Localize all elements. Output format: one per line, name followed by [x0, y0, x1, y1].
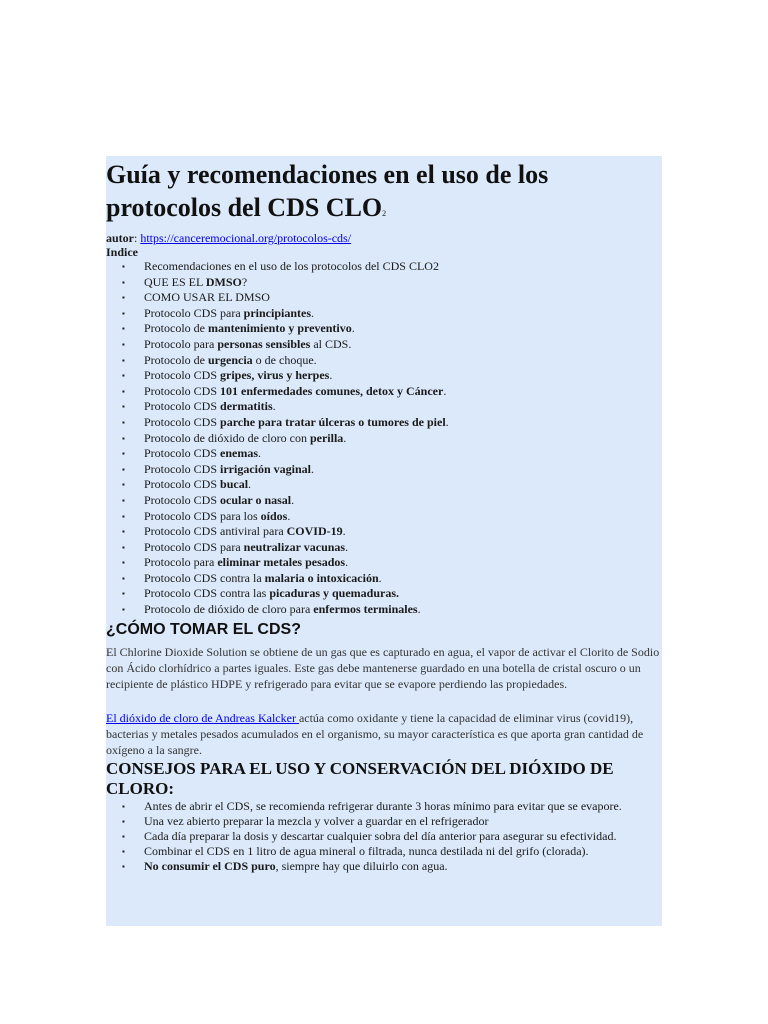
bullet-marker: ▪ [122, 573, 125, 583]
index-item [106, 524, 662, 540]
bullet-marker: ▪ [122, 605, 125, 615]
index-item-text: o de choque. [252, 352, 317, 367]
index-item-text: eliminar metales pesados [217, 555, 346, 570]
index-item-text: . [248, 477, 252, 492]
index-item-text: Protocolo CDS para [144, 305, 244, 320]
bullet-marker: ▪ [122, 527, 125, 537]
index-item-text: . [342, 524, 346, 539]
index-item-text: enfermos terminales [313, 602, 418, 617]
bullet-marker: ▪ [122, 558, 125, 568]
index-item [106, 446, 662, 462]
index-item-text: Protocolo CDS [144, 492, 221, 507]
bullet-marker: ▪ [122, 386, 125, 396]
index-item-text: DMSO [205, 274, 242, 289]
index-item-text: . [378, 570, 382, 585]
bullet-marker: ▪ [122, 277, 125, 287]
index-item-text: parche para tratar úlceras o tumores de piel [220, 414, 446, 429]
document-content [106, 156, 662, 874]
author-url-link[interactable]: https://canceremocional.org/protocolos-cds/ [140, 231, 352, 245]
bullet-marker: ▪ [122, 433, 125, 443]
bullet-marker: ▪ [122, 861, 125, 871]
index-list [106, 259, 662, 618]
bullet-marker: ▪ [122, 262, 125, 271]
bullet-marker: ▪ [122, 371, 125, 381]
index-item-text: Recomendaciones en el uso de los protocolos del CDS CLO2 [144, 259, 439, 273]
index-item-text: Protocolo de [144, 321, 208, 336]
index-item-text: . [258, 446, 262, 461]
index-item-text: ocular o nasal [220, 492, 292, 507]
index-item [106, 415, 662, 431]
index-item [106, 602, 662, 618]
section1-paragraph-2-text: actúa como oxidante y tiene la capacidad de eliminar virus (covid19), bacterias y metales pesados acumulados en el organismo, su mayor característica es que aporta gran cantidad de oxígeno a la sangre. [106, 710, 644, 757]
bullet-marker: ▪ [122, 542, 125, 552]
tip-item-text: Antes de abrir el CDS, se recomienda refrigerar durante 3 horas mínimo para evitar que se evapore. [144, 798, 622, 813]
title-subscript-mark: 2 [382, 209, 387, 218]
index-item-text: malaria o intoxicación [264, 570, 379, 585]
index-item-text: Protocolo CDS para los [144, 508, 261, 523]
index-item-text: principiantes [243, 305, 311, 320]
index-item [106, 399, 662, 415]
bullet-marker: ▪ [122, 464, 125, 474]
index-item-text: Protocolo de dióxido de cloro para [144, 602, 314, 617]
index-item-text: Protocolo de [144, 352, 208, 367]
index-item-text: perilla [309, 430, 344, 445]
bullet-marker: ▪ [122, 480, 125, 490]
index-item [106, 586, 662, 602]
index-item-text: . [272, 399, 276, 414]
index-item [106, 571, 662, 587]
index-item-text: bucal [220, 477, 249, 492]
author-line [106, 231, 662, 245]
index-item-text: COVID-19 [286, 524, 343, 539]
index-item-text: . [351, 321, 355, 336]
index-item-text: . [291, 492, 295, 507]
index-item-text: Protocolo CDS [144, 446, 221, 461]
section-heading-how-to-take: ¿CÓMO TOMAR EL CDS? [106, 620, 301, 638]
index-item-text: . [345, 555, 349, 570]
index-item [106, 337, 662, 353]
index-item [106, 462, 662, 478]
tip-item [106, 844, 662, 859]
index-item-text: COMO USAR EL DMSO [144, 290, 270, 305]
tip-item-text: , siempre hay que diluirlo con agua. [275, 858, 448, 873]
bullet-marker: ▪ [122, 846, 125, 856]
index-item-text: al CDS. [310, 336, 352, 351]
index-item-text: picaduras y quemaduras. [269, 586, 400, 601]
index-item-text: Protocolo CDS [144, 383, 221, 398]
tip-item [106, 859, 662, 874]
index-item-text: mantenimiento y preventivo [208, 321, 352, 336]
bullet-marker: ▪ [122, 355, 125, 365]
index-item [106, 275, 662, 291]
document-title [106, 156, 662, 230]
bullet-marker: ▪ [122, 449, 125, 459]
document-text-block [106, 156, 662, 926]
index-item-text: . [311, 305, 314, 320]
index-item-text: Protocolo CDS [144, 414, 221, 429]
section-heading-tips: CONSEJOS PARA EL USO Y CONSERVACIÓN DEL DIÓXIDO DE CLORO: [106, 758, 614, 798]
index-item [106, 493, 662, 509]
section1-paragraph: El Chlorine Dioxide Solution se obtiene de un gas que es capturado en agua, el vapor de activar el Clorito de Sodio con Ácido clorhídrico a partes iguales. Este gas debe mantenerse guardado en una botella de cristal oscuro o un recipiente de plástico HDPE y refrigerado para evitar que se evapore perdiendo las propiedades. [106, 644, 660, 691]
index-heading: Indice [106, 245, 139, 259]
author-label: autor [106, 231, 134, 245]
index-item-text: . [443, 383, 447, 398]
bullet-marker: ▪ [122, 801, 125, 811]
index-item [106, 384, 662, 400]
tip-item-text: No consumir el CDS puro [144, 858, 276, 873]
index-item-text: Protocolo CDS contra las [144, 586, 270, 601]
bullet-marker: ▪ [122, 402, 125, 412]
author-separator: : [134, 231, 141, 245]
tip-item-text: Cada día preparar la dosis y descartar cualquier sobra del día anterior para asegurar su efectividad. [144, 828, 617, 843]
index-item-text: irrigación vaginal [220, 461, 312, 476]
index-item-text: Protocolo CDS antiviral para [144, 524, 287, 539]
index-item-text: . [311, 461, 315, 476]
index-item-text: Protocolo CDS [144, 368, 221, 383]
bullet-marker: ▪ [122, 589, 125, 599]
index-item [106, 540, 662, 556]
index-item [106, 431, 662, 447]
index-item-text: personas sensibles [217, 336, 311, 351]
index-item-text: gripes, virus y herpes [220, 368, 330, 383]
index-item [106, 509, 662, 525]
bullet-marker: ▪ [122, 293, 125, 303]
index-item-text: QUE ES EL [144, 274, 206, 289]
index-item [106, 259, 662, 275]
bullet-marker: ▪ [122, 324, 125, 334]
bullet-marker: ▪ [122, 816, 125, 826]
title-text: Guía y recomendaciones en el uso de los protocolos del CDS CLO [106, 160, 549, 222]
bullet-marker: ▪ [122, 831, 125, 841]
index-item-text: oídos [260, 508, 288, 523]
index-item-text: . [287, 508, 291, 523]
tip-item [106, 814, 662, 829]
tip-item-text: Una vez abierto preparar la mezcla y volver a guardar en el refrigerador [144, 813, 489, 828]
bullet-marker: ▪ [122, 417, 125, 427]
index-item-text: neutralizar vacunas [243, 539, 346, 554]
bullet-marker: ▪ [122, 495, 125, 505]
bullet-marker: ▪ [122, 511, 125, 521]
kalcker-link[interactable]: El dióxido de cloro de Andreas Kalcker [106, 710, 299, 725]
bullet-marker: ▪ [122, 308, 125, 318]
tip-item [106, 829, 662, 844]
index-item-text: . [329, 368, 333, 383]
index-item [106, 477, 662, 493]
index-item-text: Protocolo CDS contra la [144, 570, 265, 585]
index-item-text: Protocolo CDS para [144, 539, 244, 554]
index-item-text: . [345, 539, 349, 554]
index-item-text: . [343, 430, 347, 445]
index-item [106, 306, 662, 322]
index-item-text: ? [241, 274, 248, 289]
index-item-text: Protocolo para [144, 555, 218, 570]
tip-item-text: Combinar el CDS en 1 litro de agua mineral o filtrada, nunca destilada ni del grifo (clorada). [144, 843, 589, 858]
index-item-text: Protocolo CDS [144, 461, 221, 476]
index-item [106, 368, 662, 384]
tips-list [106, 799, 662, 874]
index-item-text: 101 enfermedades comunes, detox y Cáncer [220, 383, 444, 398]
tip-item [106, 799, 662, 814]
index-item-text: Protocolo CDS [144, 399, 221, 414]
index-item [106, 321, 662, 337]
index-item-text: Protocolo de dióxido de cloro con [144, 430, 310, 445]
index-item [106, 353, 662, 369]
index-item-text: dermatitis [220, 399, 273, 414]
section1-paragraph-2 [106, 710, 662, 758]
index-item-text: . [417, 602, 421, 617]
index-item-text: enemas [220, 446, 259, 461]
index-item [106, 290, 662, 306]
index-item-text: . [445, 414, 449, 429]
index-item-text: Protocolo para [144, 336, 218, 351]
index-item [106, 555, 662, 571]
index-item-text: urgencia [208, 352, 253, 367]
index-item-text: Protocolo CDS [144, 477, 221, 492]
bullet-marker: ▪ [122, 339, 125, 349]
